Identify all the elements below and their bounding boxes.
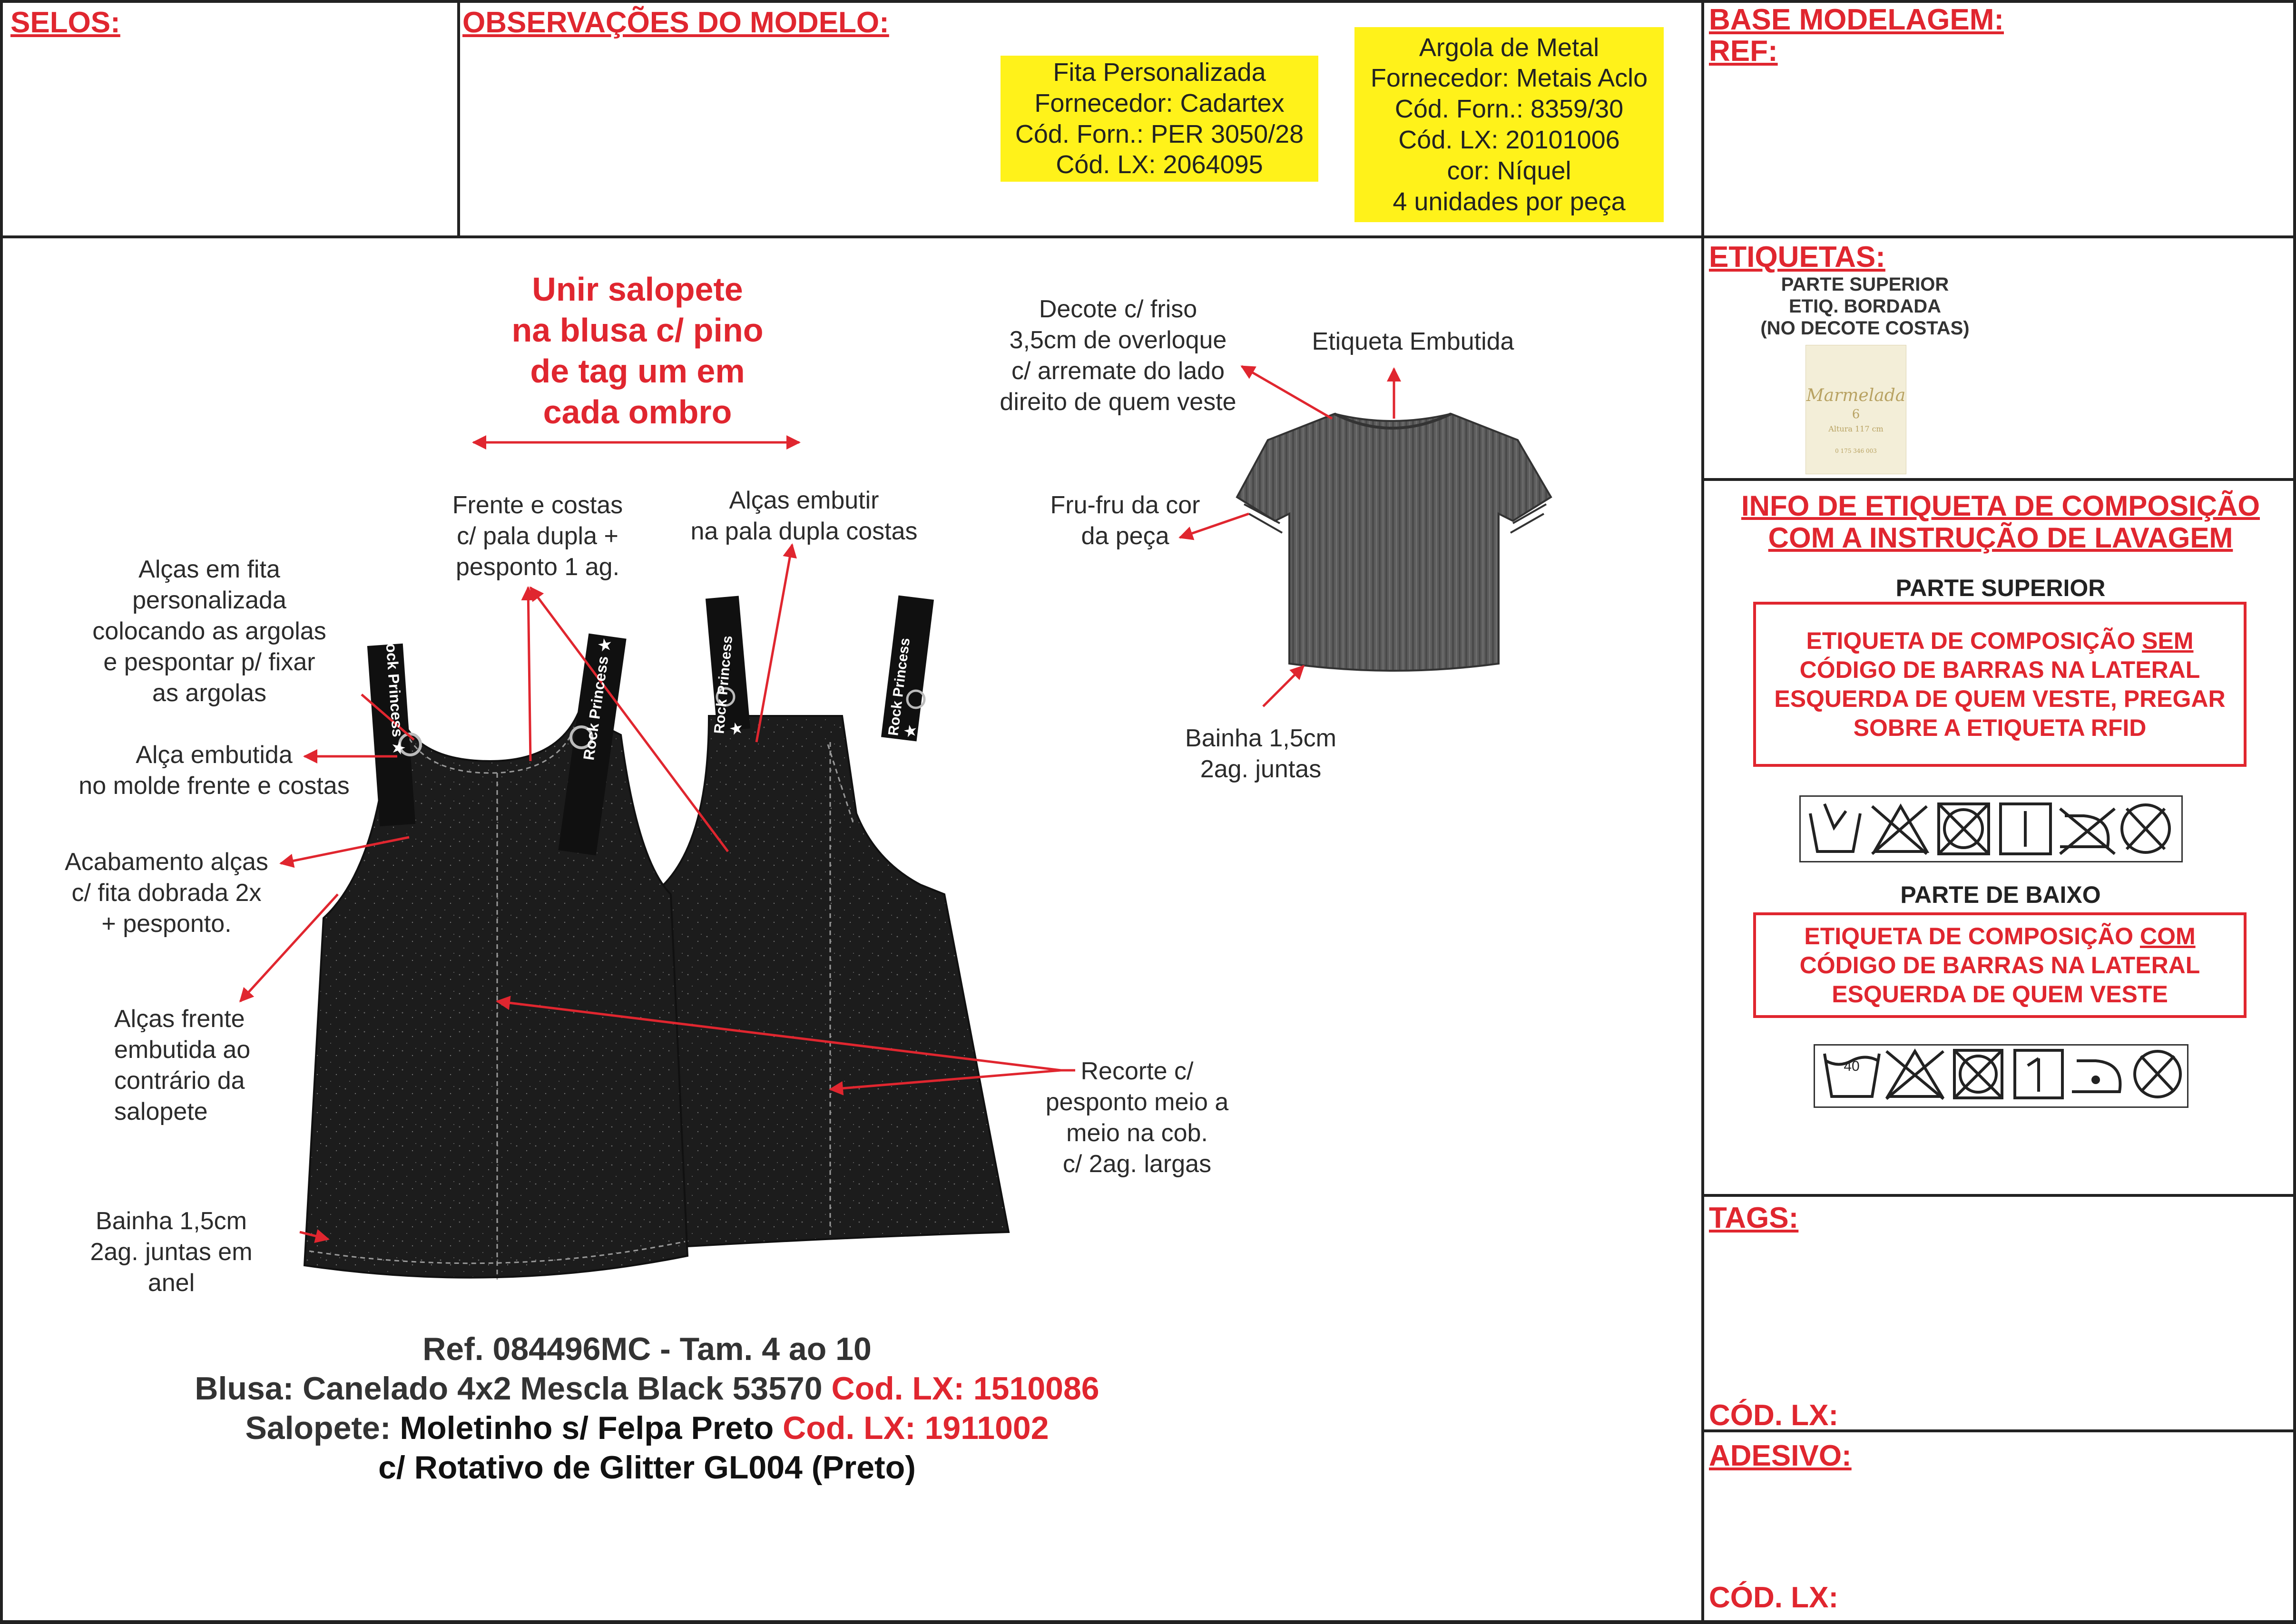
iron-low-icon	[2072, 1061, 2120, 1092]
no-dry-clean-icon	[2135, 1051, 2180, 1097]
info-title-line: COM A INSTRUÇÃO DE LAVAGEM	[1768, 522, 2233, 554]
salopete-code: Cod. LX: 1911002	[783, 1409, 1049, 1446]
note-line: na blusa c/ pino	[511, 312, 764, 349]
alca-embutida-note	[52, 740, 376, 802]
blusa-code: Cod. LX: 1510086	[831, 1370, 1099, 1407]
strap-label: Rock Princess ★	[885, 637, 919, 739]
note-line: na pala dupla costas	[690, 518, 918, 545]
fita-line: Fornecedor: Cadartex	[1034, 88, 1285, 117]
note-line: da peça	[1081, 522, 1169, 550]
frente-costas-note	[419, 490, 657, 583]
fita-line: Fita Personalizada	[1053, 58, 1266, 87]
etiqueta-embutida-note: Etiqueta Embutida	[1312, 328, 1514, 355]
argola-line: 4 unidades por peça	[1393, 187, 1626, 216]
note-line: e pespontar p/ fixar	[103, 648, 315, 676]
strap-label: Rock Princess ★	[711, 635, 745, 736]
instr-em: SEM	[2142, 627, 2194, 654]
note-line: as argolas	[152, 679, 266, 707]
cod-lx-tags-header: CÓD. LX:	[1709, 1399, 1839, 1432]
note-line: no molde frente e costas	[78, 772, 350, 800]
fita-line: Cód. LX: 2064095	[1056, 150, 1263, 179]
caption-line: ETIQ. BORDADA	[1789, 296, 1941, 317]
note-line: c/ 2ag. largas	[1062, 1150, 1212, 1178]
note-line: Frente e costas	[452, 491, 623, 519]
argola-line: cor: Níquel	[1447, 156, 1571, 185]
no-bleach-icon	[1886, 1051, 1943, 1099]
care-icons-top	[1810, 804, 2169, 854]
no-dry-clean-icon	[2122, 805, 2169, 852]
alcas-fita-note	[62, 554, 357, 709]
instr-em: COM	[2139, 922, 2196, 949]
note-line: anel	[147, 1269, 195, 1297]
note-line: Alças em fita	[138, 556, 280, 583]
note-line: c/ arremate do lado	[1011, 357, 1225, 385]
instr-post: CÓDIGO DE BARRAS NA LATERAL ESQUERDA DE QUEM VESTE, PREGAR SOBRE A ETIQUETA RFID	[1774, 656, 2226, 741]
note-line: pesponto 1 ag.	[455, 553, 620, 581]
instr-pre: ETIQUETA DE COMPOSIÇÃO	[1804, 922, 2140, 949]
parte-superior-title: PARTE SUPERIOR	[1895, 575, 2106, 601]
note-line: Alças embutir	[729, 487, 879, 514]
selos-header: SELOS:	[10, 6, 120, 39]
note-line: Bainha 1,5cm	[96, 1207, 247, 1235]
unir-salopete-note	[476, 269, 799, 432]
salopete-prefix: Salopete:	[245, 1409, 400, 1446]
note-line: Alça embutida	[136, 741, 293, 769]
caption-line: (NO DECOTE COSTAS)	[1760, 318, 1970, 339]
acabamento-note	[38, 847, 295, 939]
wash-temp: 40	[1844, 1058, 1860, 1074]
blusa-label: Blusa: Canelado 4x2 Mescla Black 53570	[195, 1370, 832, 1407]
spec-ref: Ref. 084496MC - Tam. 4 ao 10	[422, 1331, 872, 1367]
adesivo-header: ADESIVO:	[1709, 1439, 1852, 1472]
strap-label: Rock Princess ★	[382, 632, 408, 756]
fita-line: Cód. Forn.: PER 3050/28	[1015, 119, 1304, 148]
argola-line: Argola de Metal	[1419, 33, 1599, 62]
argola-line: Cód. Forn.: 8359/30	[1394, 95, 1624, 124]
caption-line: PARTE SUPERIOR	[1781, 274, 1949, 295]
note-line: contrário da	[114, 1067, 245, 1095]
argola-line: Fornecedor: Metais Aclo	[1370, 64, 1648, 93]
line-dry-icon	[2001, 804, 2051, 854]
spec-salopete	[71, 1409, 1223, 1448]
strap-label: Rock Princess ★	[580, 637, 614, 762]
note-line: Alças frente	[114, 1005, 245, 1033]
note-line: direito de quem veste	[1000, 388, 1236, 416]
label-size: 6	[1852, 407, 1860, 421]
cod-lx-adesivo-header: CÓD. LX:	[1709, 1581, 1839, 1614]
salopete-back-drawing	[649, 596, 1009, 1246]
recorte-note	[1023, 1056, 1251, 1180]
note-line: Decote c/ friso	[1039, 295, 1197, 323]
bainha-blusa-note	[1156, 723, 1365, 785]
label-subtext: Altura 117 cm	[1828, 424, 1884, 433]
info-title-line: INFO DE ETIQUETA DE COMPOSIÇÃO	[1741, 490, 2260, 522]
note-line: meio na cob.	[1066, 1119, 1208, 1147]
instr-pre: ETIQUETA DE COMPOSIÇÃO	[1806, 627, 2142, 654]
tshirt-drawing	[1237, 414, 1551, 671]
wash-40-icon	[1825, 1054, 1879, 1096]
note-line: Fru-fru da cor	[1050, 491, 1200, 519]
note-line: c/ fita dobrada 2x	[71, 879, 262, 907]
salopete-label: Moletinho s/ Felpa Preto	[400, 1409, 783, 1446]
no-tumble-dry-icon	[1954, 1050, 2002, 1098]
alcas-frente-note	[114, 1004, 343, 1127]
tags-header: TAGS:	[1709, 1202, 1799, 1234]
argola-line: Cód. LX: 20101006	[1398, 126, 1620, 154]
frufru-note	[1023, 490, 1227, 552]
no-tumble-dry-icon	[1939, 804, 1989, 854]
etiquetas-header: ETIQUETAS:	[1709, 241, 1885, 274]
note-line: c/ pala dupla +	[457, 522, 618, 550]
note-line: cada ombro	[543, 393, 732, 431]
note-line: colocando as argolas	[92, 617, 326, 645]
note-line: salopete	[114, 1098, 208, 1125]
note-line: 2ag. juntas	[1200, 755, 1322, 783]
care-icons-bottom	[1825, 1050, 2180, 1099]
drip-dry-icon	[2015, 1050, 2062, 1098]
observacoes-header: OBSERVAÇÕES DO MODELO:	[462, 6, 889, 39]
note-line: personalizada	[132, 587, 286, 614]
note-line: Acabamento alças	[65, 848, 268, 876]
note-line: Unir salopete	[532, 271, 743, 308]
bainha-salopete-note	[71, 1206, 271, 1299]
spec-blusa	[71, 1369, 1223, 1409]
note-line: embutida ao	[114, 1036, 251, 1064]
spec-glitter: c/ Rotativo de Glitter GL004 (Preto)	[378, 1449, 916, 1486]
no-bleach-icon	[1872, 806, 1927, 854]
label-tiny: 0 175 346 003	[1835, 448, 1877, 454]
note-line: + pesponto.	[101, 910, 232, 938]
note-line: Recorte c/	[1080, 1057, 1194, 1085]
label-brand: Marmelada	[1806, 386, 1906, 405]
note-line: 2ag. juntas em	[90, 1238, 253, 1266]
spec-block	[71, 1330, 1223, 1487]
hand-wash-icon	[1810, 804, 1860, 851]
ref-header: REF:	[1709, 35, 1778, 68]
base-modelagem-header: BASE MODELAGEM:	[1709, 3, 2004, 36]
note-line: de tag um em	[530, 352, 745, 390]
note-line: Bainha 1,5cm	[1185, 724, 1336, 752]
no-iron-icon	[2060, 809, 2115, 854]
instr-post: CÓDIGO DE BARRAS NA LATERAL ESQUERDA DE QUEM VESTE	[1799, 951, 2200, 1008]
note-line: pesponto meio a	[1045, 1088, 1229, 1116]
decote-note	[975, 294, 1261, 418]
alcas-embutir-note	[666, 485, 942, 547]
note-line: 3,5cm de overloque	[1009, 326, 1227, 354]
parte-baixo-title: PARTE DE BAIXO	[1900, 881, 2101, 908]
